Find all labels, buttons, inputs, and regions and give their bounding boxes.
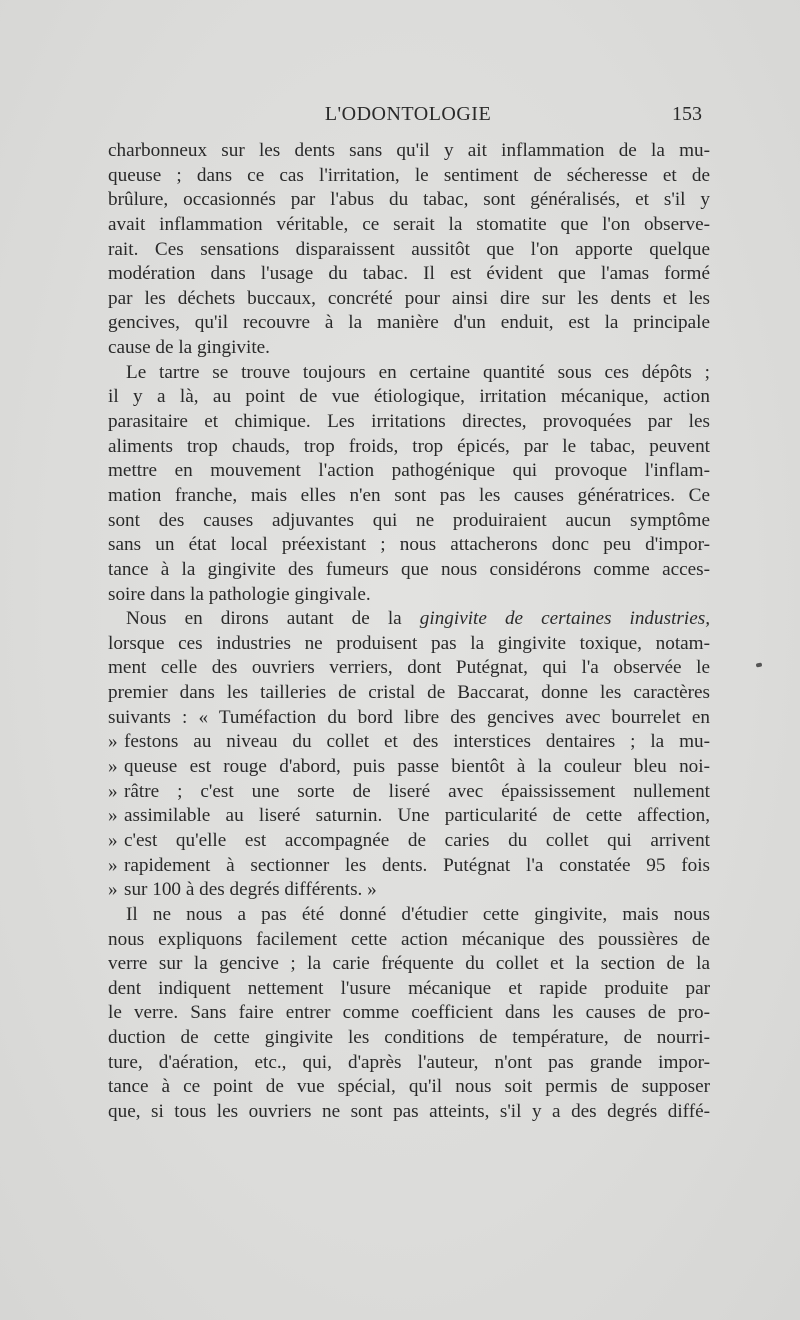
text-line: soire dans la pathologie gingivale. — [108, 583, 371, 605]
running-title: L'ODONTOLOGIE — [324, 103, 492, 125]
quote-mark: » — [108, 780, 118, 802]
quoted-line — [108, 878, 710, 903]
text-line: le verre. Sans faire entrer comme coefficient dans les causes de pro- — [108, 1002, 710, 1024]
text-line: ture, d'aération, etc., qui, d'après l'auteur, n'ont pas grande impor- — [108, 1051, 710, 1073]
quote-mark: » — [108, 731, 118, 753]
body-text — [108, 139, 710, 1125]
text-line: nous expliquons facilement cette action mécanique des poussières de — [108, 928, 710, 950]
text-run: Nous en dirons autant de la — [126, 608, 420, 630]
text-line: cause de la gingivite. — [108, 337, 270, 359]
quoted-line — [108, 829, 710, 854]
text-line: verre sur la gencive ; la carie fréquente du collet et la section de la — [108, 953, 710, 975]
text-line: brûlure, occasionnés par l'abus du tabac, sont généralisés, et s'il y — [108, 189, 710, 211]
quoted-line — [108, 854, 710, 879]
quoted-line — [108, 755, 710, 780]
text-run: c'est qu'elle est accompagnée de caries du collet qui arrivent — [124, 829, 710, 851]
quoted-line — [108, 780, 710, 805]
text-line: que, si tous les ouvriers ne sont pas atteints, s'il y a des degrés diffé- — [108, 1100, 710, 1122]
text-run: assimilable au liseré saturnin. Une particularité de cette affection, — [124, 805, 710, 827]
text-line: tance à la gingivite des fumeurs que nous considérons comme acces- — [108, 558, 710, 580]
quoted-line — [108, 804, 710, 829]
text-line: aliments trop chauds, trop froids, trop épicés, par le tabac, peuvent — [108, 435, 710, 457]
text-line: queuse ; dans ce cas l'irritation, le sentiment de sécheresse et de — [108, 164, 710, 186]
quote-mark: » — [108, 854, 118, 876]
ink-speck — [756, 663, 763, 668]
paragraph-start-line: Le tartre se trouve toujours en certaine quantité sous ces dépôts ; — [126, 361, 710, 383]
text-line: lorsque ces industries ne produisent pas la gingivite toxique, notam- — [108, 632, 710, 654]
italic-phrase: gingivite de certaines industries, — [419, 608, 710, 630]
text-line: rait. Ces sensations disparaissent aussitôt que l'on apporte quelque — [108, 238, 710, 260]
text-line: par les déchets buccaux, concrété pour ainsi dire sur les dents et les — [108, 287, 710, 309]
text-line: premier dans les tailleries de cristal de Baccarat, donne les caractères — [108, 682, 710, 704]
quote-mark: » — [108, 829, 118, 851]
quote-mark: » — [108, 879, 118, 901]
page-header — [108, 103, 708, 131]
quote-mark: » — [108, 756, 118, 778]
quote-mark: » — [108, 805, 118, 827]
text-line: sont des causes adjuvantes qui ne produiraient aucun symptôme — [108, 509, 710, 531]
paragraph-start-line — [108, 607, 710, 632]
text-line: tance à ce point de vue spécial, qu'il nous soit permis de supposer — [108, 1076, 710, 1098]
text-line: suivants : « Tuméfaction du bord libre des gencives avec bourrelet en — [108, 706, 710, 728]
text-line: mation franche, mais elles n'en sont pas les causes génératrices. Ce — [108, 484, 710, 506]
text-line: sans un état local préexistant ; nous attacherons donc peu d'impor- — [108, 534, 710, 556]
text-run: rapidement à sectionner les dents. Putégnat l'a constatée 95 fois — [124, 854, 710, 876]
text-line: avait inflammation véritable, ce serait la stomatite que l'on observe- — [108, 213, 710, 235]
text-line: charbonneux sur les dents sans qu'il y ait inflammation de la mu- — [108, 140, 710, 161]
paragraph-start-line: Il ne nous a pas été donné d'étudier cette gingivite, mais nous — [126, 903, 710, 925]
text-line: il y a là, au point de vue étiologique, irritation mécanique, action — [108, 386, 710, 408]
text-line: ment celle des ouvriers verriers, dont Putégnat, qui l'a observée le — [108, 657, 710, 679]
text-run: râtre ; c'est une sorte de liseré avec épaississement nullement — [124, 780, 710, 802]
text-run: queuse est rouge d'abord, puis passe bientôt à la couleur bleu noi- — [124, 756, 710, 778]
quoted-line — [108, 730, 710, 755]
text-line: parasitaire et chimique. Les irritations directes, provoquées par les — [108, 411, 710, 433]
text-line: mettre en mouvement l'action pathogénique qui provoque l'inflam- — [108, 460, 710, 482]
text-run: festons au niveau du collet et des interstices dentaires ; la mu- — [124, 731, 710, 753]
text-line: dent indiquent nettement l'usure mécanique et rapide produite par — [108, 977, 710, 999]
text-line: duction de cette gingivite les conditions de température, de nourri- — [108, 1027, 710, 1049]
text-run: sur 100 à des degrés différents. » — [124, 879, 377, 901]
text-line: modération dans l'usage du tabac. Il est évident que l'amas formé — [108, 263, 710, 285]
text-line: gencives, qu'il recouvre à la manière d'un enduit, est la principale — [108, 312, 710, 334]
page-number: 153 — [672, 103, 702, 125]
